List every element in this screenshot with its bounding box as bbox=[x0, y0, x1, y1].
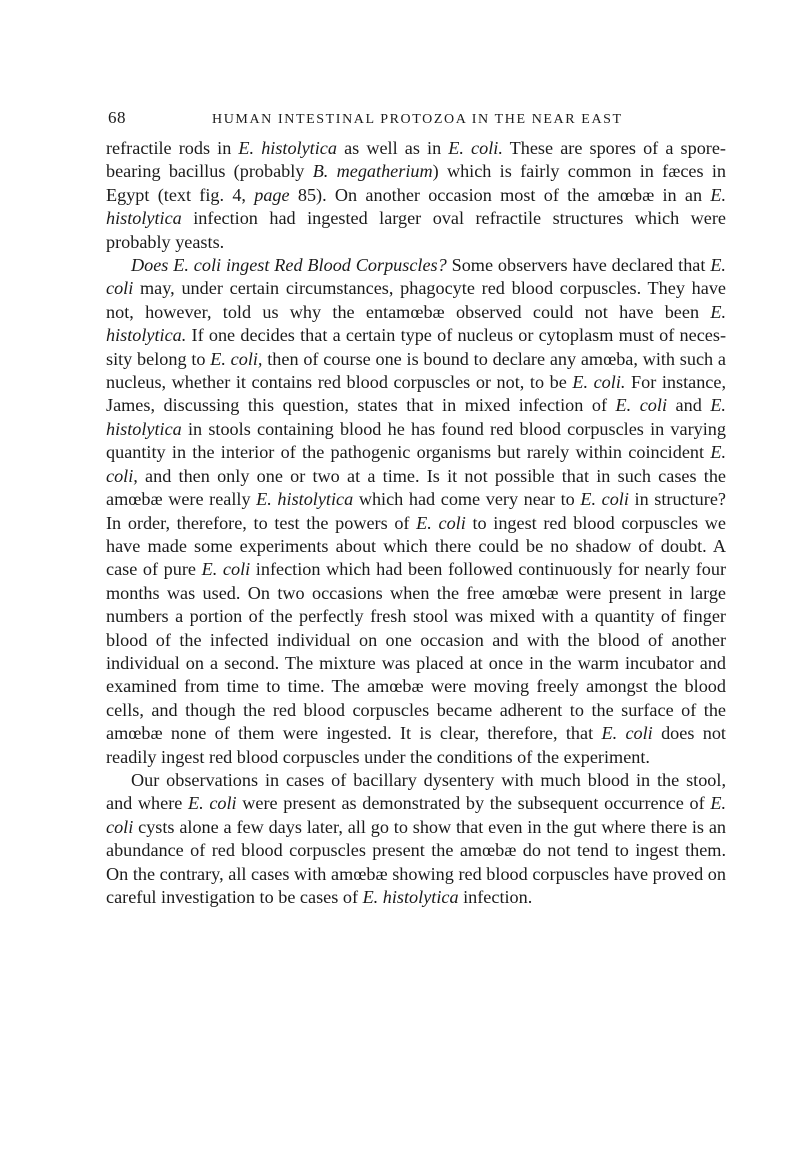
page-body bbox=[106, 137, 726, 909]
running-title: HUMAN INTESTINAL PROTOZOA IN THE NEAR EAST bbox=[212, 112, 623, 127]
page-number: 68 bbox=[108, 108, 126, 127]
paragraph-spores-yeasts: refractile rods in E. histolytica as well as in E. coli. These are spores of a spore-bearing bacillus (probably B. megatherium) which is fairly common in fæces in Egypt (text fig. 4, page 85). On another occasion most of the amœbæ in an E. histolytica infection had ingested larger oval refractile structures which were probably yeasts. bbox=[106, 138, 726, 252]
paragraph-bacillary-dysentery-observations: Our observations in cases of bacillary dysentery with much blood in the stool, and where E. coli were present as demonstrated by the subsequent occurrence of E. coli cysts alone a few days later, all go to show that even in the gut where there is an abundance of red blood corpuscles present the amœbæ do not tend to ingest them. On the contrary, all cases with amœbæ showing red blood corpuscles have proved on careful investigation to be cases of E. histolytica infection. bbox=[106, 769, 726, 907]
paragraph-does-e-coli-ingest-red-blood-corpuscles: Does E. coli ingest Red Blood Corpuscles? Some observers have declared that E. coli may, under certain circumstances, phagocyte red blood corpuscles. They have not, however, told us why the entamœbæ observed could not have been E. histolytica. If one decides that a certain type of nucleus or cytoplasm must of necessity belong to E. coli, then of course one is bound to declare any amœba, with such a nucleus, whether it contains red blood corpuscles or not, to be E. coli. For instance, James, discussing this question, states that in mixed infection of E. coli and E. histolytica in stools containing blood he has found red blood corpuscles in varying quantity in the interior of the pathogenic organisms but rarely within coincident E. coli, and then only one or two at a time. Is it not possible that in such cases the amœbæ were really E. histolytica which had come very near to E. coli in structure? In order, therefore, to test the powers of E. coli to ingest red blood corpuscles we have made some experiments about which there could be no shadow of doubt. A case of pure E. coli infection which had been followed continuously for nearly four months was used. On two occasions when the free amœbæ were present in large numbers a portion of the perfectly fresh stool was mixed with a quantity of finger blood of the infected individual on one occasion and with the blood of another individual on a second. The mixture was placed at once in the warm incubator and examined from time to time. The amœbæ were moving freely amongst the blood cells, and though the red blood corpuscles became adherent to the surface of the amœbæ none of them were ingested. It is clear, therefore, that E. coli does not readily ingest red blood corpuscles under the conditions of the experiment. bbox=[106, 255, 727, 767]
